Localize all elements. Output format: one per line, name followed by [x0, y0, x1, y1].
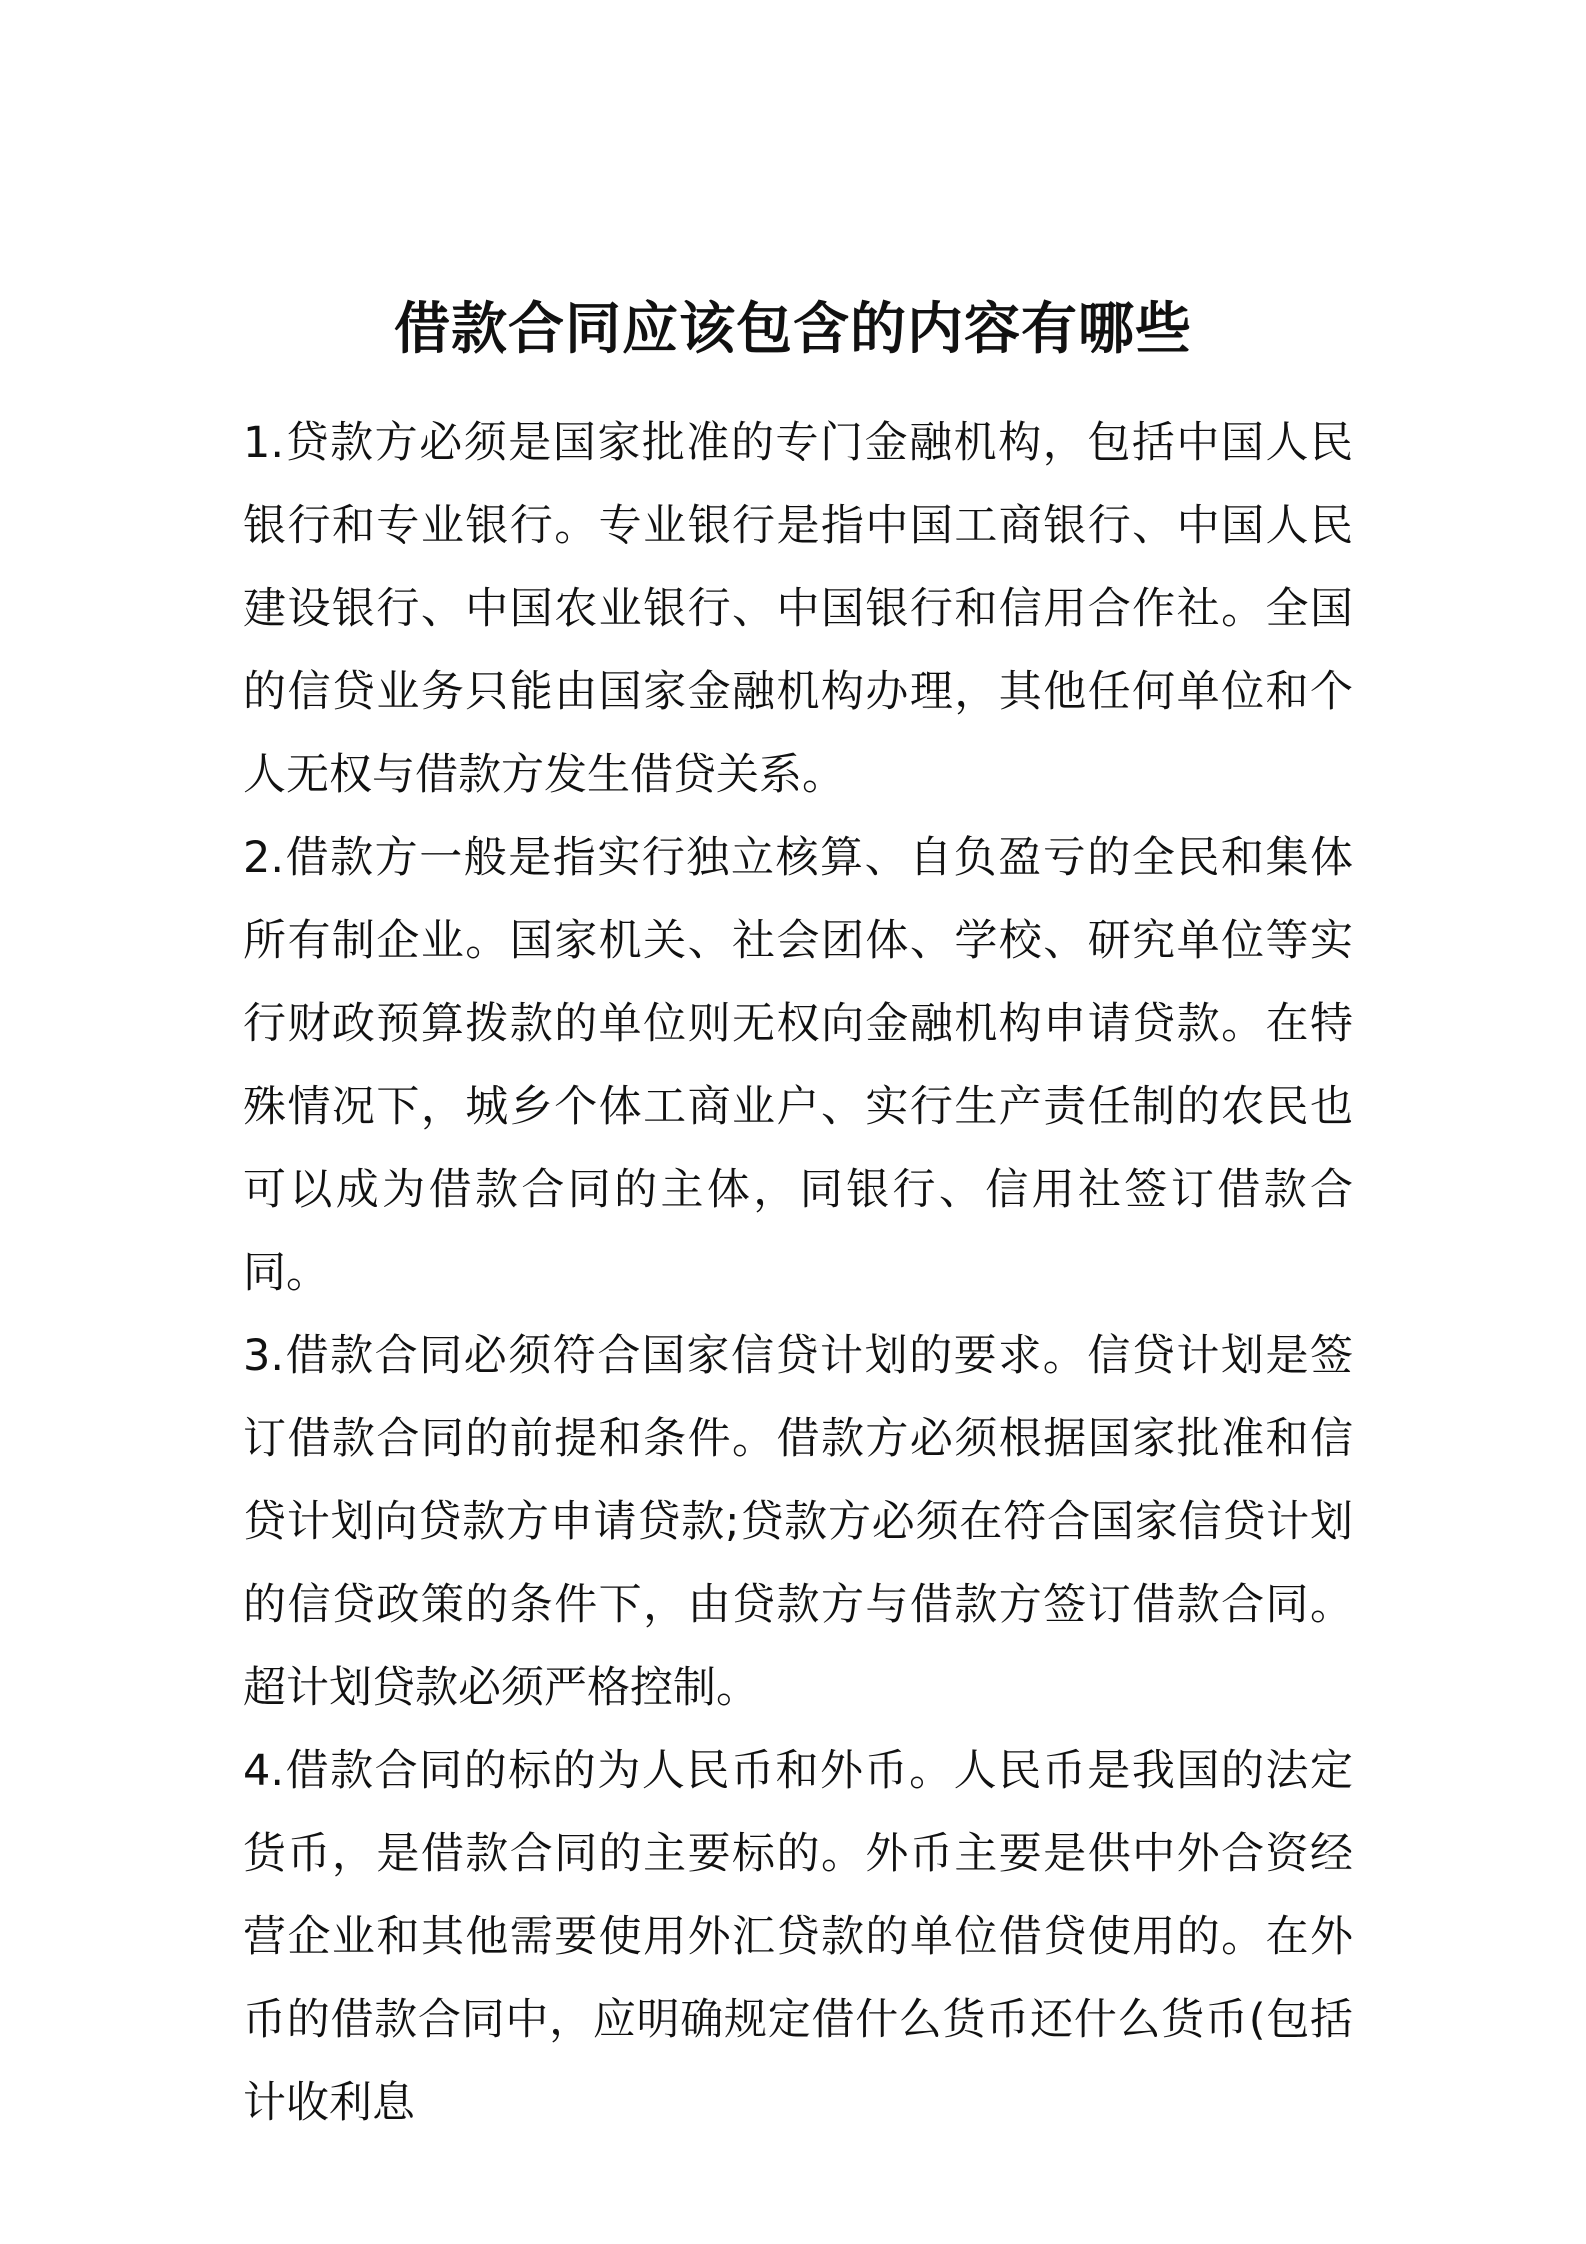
paragraph-3: 3.借款合同必须符合国家信贷计划的要求。信贷计划是签订借款合同的前提和条件。借款方必须根据国家批准和信贷计划向贷款方申请贷款;贷款方必须在符合国家信贷计划的信贷政策的条件下，由贷款方与借款方签订借款合同。超计划贷款必须严格控制。 — [243, 1331, 1353, 1713]
document-title: 借款合同应该包含的内容有哪些 — [394, 296, 1192, 362]
document-body — [243, 402, 1353, 2145]
paragraph-2: 2.借款方一般是指实行独立核算、自负盈亏的全民和集体所有制企业。国家机关、社会团体、学校、研究单位等实行财政预算拨款的单位则无权向金融机构申请贷款。在特殊情况下，城乡个体工商业户、实行生产责任制的农民也可以成为借款合同的主体，同银行、信用社签订借款合同。 — [243, 833, 1353, 1298]
paragraph-4: 4.借款合同的标的为人民币和外币。人民币是我国的法定货币，是借款合同的主要标的。外币主要是供中外合资经营企业和其他需要使用外汇贷款的单位借贷使用的。在外币的借款合同中，应明确规定借什么货币还什么货币(包括计收利息 — [243, 1746, 1353, 2128]
paragraph-1: 1.贷款方必须是国家批准的专门金融机构，包括中国人民银行和专业银行。专业银行是指中国工商银行、中国人民建设银行、中国农业银行、中国银行和信用合作社。全国的信贷业务只能由国家金融机构办理，其他任何单位和个人无权与借款方发生借贷关系。 — [243, 418, 1353, 800]
